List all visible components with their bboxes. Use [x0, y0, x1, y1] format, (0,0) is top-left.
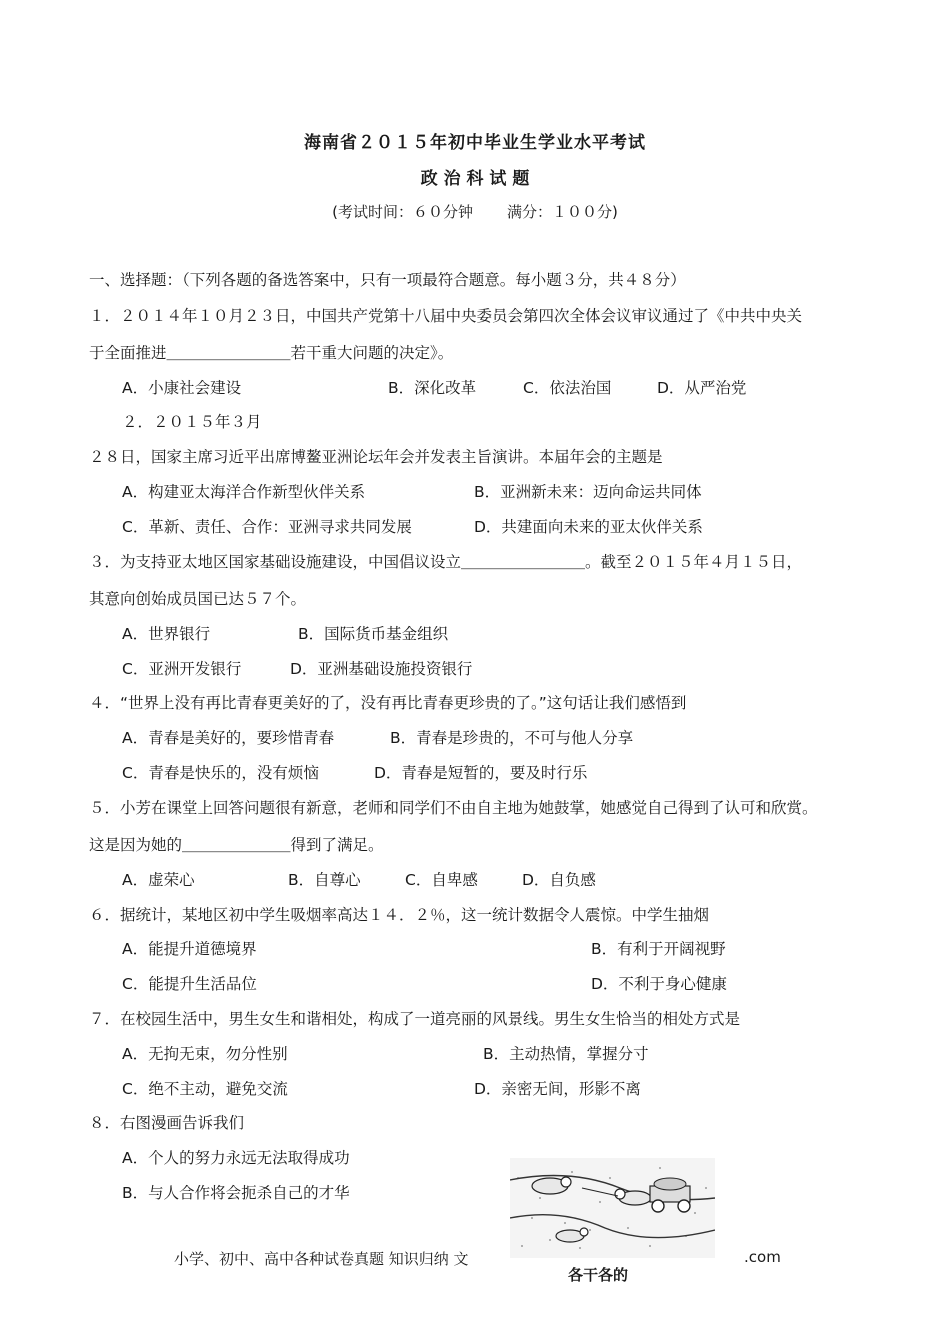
- question-7-stem: ７．在校园生活中，男生女生和谐相处，构成了一道亮丽的风景线。男生女生恰当的相处方式是: [89, 1010, 741, 1028]
- question-3-option-d: D．亚洲基础设施投资银行: [290, 660, 473, 678]
- question-5-option-d: D．自负感: [522, 871, 596, 889]
- question-1-option-d: D．从严治党: [657, 379, 747, 397]
- cartoon-caption: 各干各的: [568, 1266, 629, 1284]
- section-instruction: 一、选择题：（下列各题的备选答案中，只有一项最符合题意。每小题３分，共４８分）: [89, 271, 686, 289]
- question-1-option-b: B．深化改革: [388, 379, 477, 397]
- question-1-option-c: C．依法治国: [523, 379, 612, 397]
- question-4-option-d: D．青春是短暂的，要及时行乐: [374, 764, 588, 782]
- question-2-stem-cont: ２８日，国家主席习近平出席博鳌亚洲论坛年会并发表主旨演讲。本届年会的主题是: [89, 448, 663, 466]
- question-6-option-a: A．能提升道德境界: [122, 940, 257, 958]
- question-6-stem: ６．据统计，某地区初中学生吸烟率高达１４．２％，这一统计数据令人震惊。中学生抽烟: [89, 906, 710, 924]
- exam-score: 满分：１００分): [507, 203, 618, 221]
- question-8-stem: ８．右图漫画告诉我们: [89, 1114, 245, 1132]
- question-8-option-b: B．与人合作将会扼杀自己的才华: [122, 1184, 350, 1202]
- cartoon-illustration: [510, 1158, 715, 1290]
- question-1-stem-cont: 于全面推进＿＿＿＿＿＿＿＿若干重大问题的决定》。: [89, 344, 454, 362]
- question-2-option-b: B．亚洲新未来：迈向命运共同体: [474, 483, 702, 501]
- exam-time: (考试时间：６０分钟: [332, 203, 473, 221]
- question-7-option-d: D．亲密无间，形影不离: [474, 1080, 641, 1098]
- footer-text: 小学、初中、高中各种试卷真题 知识归纳 文: [174, 1250, 469, 1268]
- question-5-option-b: B．自尊心: [288, 871, 361, 889]
- exam-subject: 政 治 科 试 题: [420, 169, 530, 189]
- question-1-option-a: A．小康社会建设: [122, 379, 242, 397]
- question-6-option-c: C．能提升生活品位: [122, 975, 257, 993]
- question-3-stem-cont: 其意向创始成员国已达５７个。: [89, 590, 307, 608]
- question-4-option-c: C．青春是快乐的，没有烦恼: [122, 764, 319, 782]
- exam-meta: [0, 201, 950, 222]
- question-4-option-a: A．青春是美好的，要珍惜青春: [122, 729, 335, 747]
- question-2-stem: ２．２０１５年３月: [122, 413, 262, 431]
- question-5-stem-cont: 这是因为她的＿＿＿＿＿＿＿得到了满足。: [89, 836, 384, 854]
- question-7-option-c: C．绝不主动，避免交流: [122, 1080, 288, 1098]
- question-7-option-a: A．无拘无束，勿分性别: [122, 1045, 288, 1063]
- exam-title: 海南省２０１５年初中毕业生学业水平考试: [304, 133, 646, 153]
- question-3-stem: ３．为支持亚太地区国家基础设施建设，中国倡议设立＿＿＿＿＿＿＿＿。截至２０１５年４月１５日，: [89, 553, 803, 571]
- question-6-option-b: B．有利于开阔视野: [591, 940, 726, 958]
- question-3-option-a: A．世界银行: [122, 625, 211, 643]
- question-6-option-d: D．不利于身心健康: [591, 975, 727, 993]
- question-4-stem: ４．“世界上没有再比青春更美好的了，没有再比青春更珍贵的了。”这句话让我们感悟到: [89, 694, 687, 712]
- footer-suffix: .com: [744, 1248, 781, 1266]
- question-5-option-a: A．虚荣心: [122, 871, 195, 889]
- question-7-option-b: B．主动热情，掌握分寸: [483, 1045, 649, 1063]
- question-5-stem: ５．小芳在课堂上回答问题很有新意，老师和同学们不由自主地为她鼓掌，她感觉自己得到了认可和欣赏。: [89, 799, 818, 817]
- question-2-option-d: D．共建面向未来的亚太伙伴关系: [474, 518, 703, 536]
- question-3-option-b: B．国际货币基金组织: [298, 625, 449, 643]
- question-5-option-c: C．自卑感: [405, 871, 478, 889]
- question-8-option-a: A．个人的努力永远无法取得成功: [122, 1149, 350, 1167]
- question-1-stem: １．２０１４年１０月２３日，中国共产党第十八届中央委员会第四次全体会议审议通过了《中共中央关: [89, 307, 803, 325]
- question-2-option-c: C．革新、责任、合作：亚洲寻求共同发展: [122, 518, 412, 536]
- question-3-option-c: C．亚洲开发银行: [122, 660, 242, 678]
- question-2-option-a: A．构建亚太海洋合作新型伙伴关系: [122, 483, 366, 501]
- question-4-option-b: B．青春是珍贵的，不可与他人分享: [390, 729, 634, 747]
